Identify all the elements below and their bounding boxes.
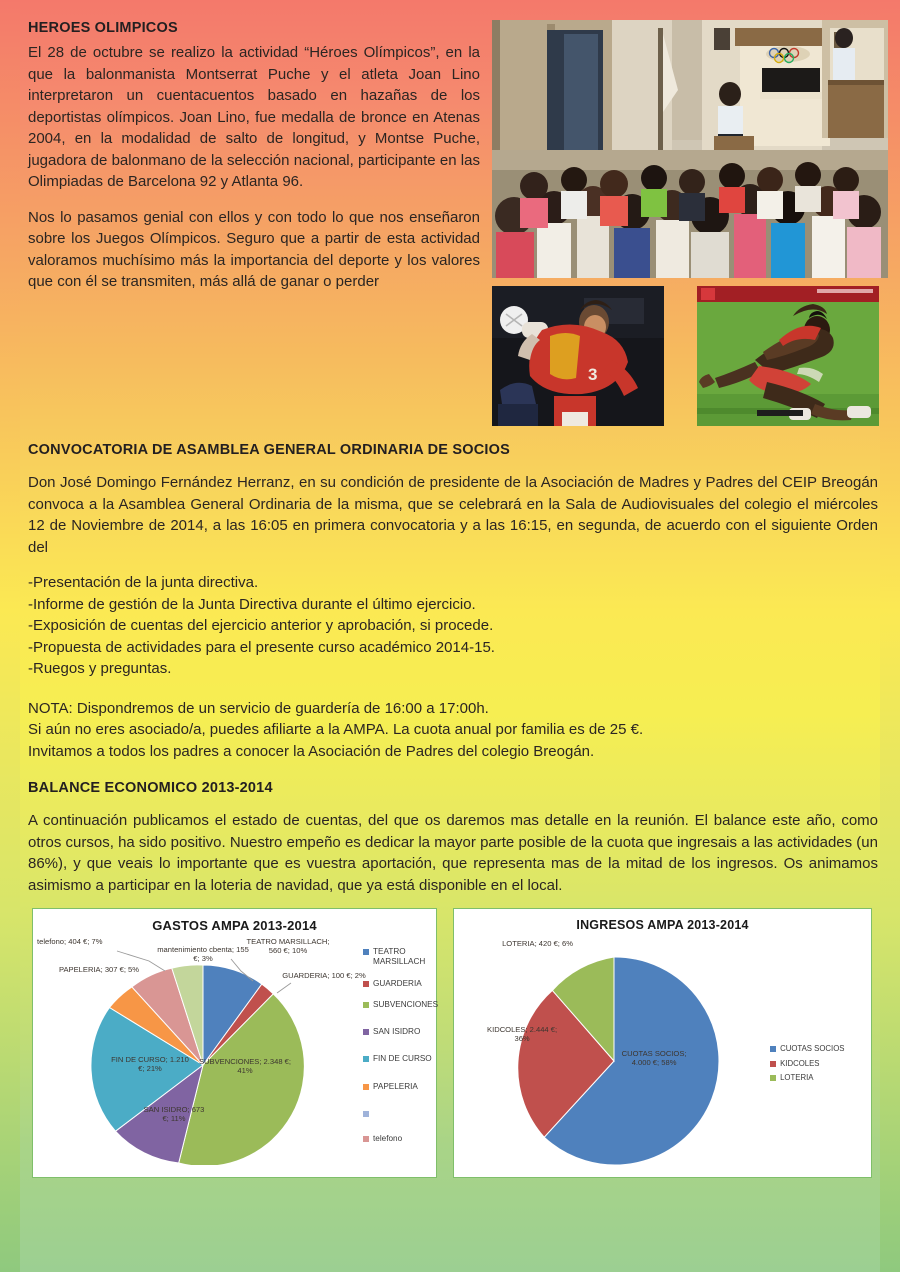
- legend-swatch-fin-de-curso-icon: [363, 1056, 369, 1062]
- legend-item: [770, 1073, 870, 1083]
- legend-swatch-guarderia-icon: [363, 981, 369, 987]
- convocatoria-paragraph: Don José Domingo Fernández Herranz, en su condición de presidente de la Asociación de Madres y Padres del CEIP Breogán convoca a la Asamblea General Ordinaria de la misma, que se celebrará en la Sala de Audiovisuales del colegio el miércoles 12 de Noviembre de 2014, a las 16:05 en primera convocatoria y a las 16:15, en segunda, de acuerdo con el siguiente Orden del: [28, 474, 878, 556]
- legend-item: [770, 1059, 870, 1069]
- svg-text:3: 3: [588, 365, 598, 384]
- slice-label-loteria: LOTERIA; 420 €; 6%: [502, 939, 573, 948]
- chart-ingresos-title: INGRESOS AMPA 2013-2014: [576, 918, 749, 932]
- legend-swatch-telefono-icon: [363, 1136, 369, 1142]
- legend-label: CUOTAS SOCIOS: [780, 1044, 845, 1053]
- convocatoria-section: [28, 442, 878, 762]
- legend-item: [363, 1082, 437, 1092]
- agenda-item: -Ruegos y preguntas.: [28, 660, 172, 677]
- slice-label-telefono: telefono; 404 €; 7%: [37, 937, 103, 946]
- legend-item: [363, 1109, 437, 1117]
- legend-swatch-blank-icon: [363, 1111, 369, 1117]
- photo-balonmano: [492, 286, 664, 426]
- legend-label: FIN DE CURSO: [373, 1054, 432, 1064]
- heroes-paragraph-1: El 28 de octubre se realizo la actividad “Héroes Olímpicos”, en la que la balonmanista Montserrat Puche y el atleta Joan Lino interpretaron un cuentacuentos basado en hazañas de los deportistas olímpicos. Joan Lino, fue medalla de bronce en Atenas 2004, en la modalidad de salto de longitud, y Montse Puche, jugadora de balonmano de la selección nacional, participante en las Olimpiadas de Barcelona 92 y Atlanta 96.: [28, 44, 480, 190]
- legend-item: [363, 1054, 437, 1064]
- legend-label: PAPELERIA: [373, 1081, 418, 1091]
- slice-label-cuotas-socios: CUOTAS SOCIOS; 4.000 €; 58%: [621, 1049, 687, 1068]
- charts-row: [28, 908, 878, 1178]
- slice-label-teatro: TEATRO MARSILLACH; 560 €; 10%: [246, 937, 330, 956]
- legend-swatch-cuotas-socios-icon: [770, 1046, 776, 1052]
- convocatoria-notes: [28, 698, 878, 763]
- legend-label: GUARDERIA: [373, 978, 422, 988]
- heroes-photo-column: [492, 20, 888, 426]
- spacer: [28, 680, 878, 698]
- agenda-item: -Presentación de la junta directiva.: [28, 574, 259, 591]
- legend-swatch-papeleria-icon: [363, 1084, 369, 1090]
- legend-label: SUBVENCIONES: [373, 999, 439, 1009]
- note-line: Invitamos a todos los padres a conocer la Asociación de Padres del colegio Breogán.: [28, 742, 595, 760]
- legend-label: SAN ISIDRO: [373, 1027, 421, 1036]
- chart-gastos-title: GASTOS AMPA 2013-2014: [152, 918, 317, 933]
- convocatoria-heading: CONVOCATORIA DE ASAMBLEA GENERAL ORDINARIA DE SOCIOS: [28, 442, 510, 458]
- chart-ingresos-ampa: [453, 908, 872, 1178]
- legend-item: [363, 1027, 437, 1037]
- legend-item: [770, 1044, 870, 1054]
- agenda-item: -Propuesta de actividades para el presente curso académico 2014-15.: [28, 638, 495, 656]
- secondary-photos-row: [492, 286, 888, 426]
- chart-gastos-legend: [363, 947, 437, 1155]
- photo-atleta: [697, 286, 879, 426]
- legend-item: [363, 1134, 437, 1144]
- legend-item: [363, 947, 437, 968]
- convocatoria-agenda-list: [28, 572, 878, 680]
- balance-paragraph: A continuación publicamos el estado de cuentas, del que os daremos mas detalle en la reunión. El balance este año, como otros cursos, ha sido positivo. Nuestro empeño es dedicar la mayor parte posible de la cuota que ingresais a las actividades (un 86%), y que veais lo importante que es vuestra aportación, que representa mas de la mitad de los ingresos. Os animamos asimismo a participar en la loteria de navidad, que ya está disponible en el local.: [28, 812, 878, 894]
- slice-label-kidcoles: KIDCOLES; 2.444 €; 36%: [487, 1025, 558, 1044]
- balance-heading: BALANCE ECONOMICO 2013-2014: [28, 780, 273, 796]
- slice-label-san-isidro: SAN ISIDRO; 673 €; 11%: [143, 1105, 205, 1124]
- legend-label: TEATRO MARSILLACH: [373, 947, 426, 967]
- heroes-heading: HEROES OLIMPICOS: [28, 20, 178, 36]
- heroes-paragraph-2: Nos lo pasamos genial con ellos y con todo lo que nos enseñaron sobre los Juegos Olímpicos. Seguro que a partir de esta actividad valoramos muchísimo más la importancia del deporte y los valores que con él se transmiten, más allá de ganar o perder: [28, 208, 480, 290]
- legend-item: [363, 1000, 437, 1010]
- legend-swatch-kidcoles-icon: [770, 1061, 776, 1067]
- heroes-section: [28, 20, 878, 426]
- note-line: NOTA: Dispondremos de un servicio de guardería de 16:00 a 17:00h.: [28, 699, 489, 717]
- slice-label-mantenimiento: mantenimiento cbenta; 155 €; 3%: [157, 945, 249, 964]
- agenda-item: -Exposición de cuentas del ejercicio anterior y aprobación, si procede.: [28, 617, 494, 634]
- legend-item: [363, 979, 437, 989]
- legend-swatch-teatro-marsillach-icon: [363, 949, 369, 955]
- slice-label-fin-de-curso: FIN DE CURSO; 1.210 €; 21%: [111, 1055, 189, 1074]
- agenda-item: -Informe de gestión de la Junta Directiva durante el último ejercicio.: [28, 595, 476, 613]
- heroes-text-column: [28, 20, 480, 307]
- slice-label-subvenciones: SUBVENCIONES; 2.348 €; 41%: [198, 1057, 291, 1076]
- legend-swatch-san-isidro-icon: [363, 1029, 369, 1035]
- chart-gastos-ampa: [32, 908, 437, 1178]
- legend-swatch-loteria-icon: [770, 1075, 776, 1081]
- legend-label: LOTERIA: [780, 1073, 814, 1083]
- chart-ingresos-legend: [770, 1044, 870, 1088]
- legend-swatch-subvenciones-icon: [363, 1002, 369, 1008]
- balance-section: [28, 780, 878, 896]
- legend-label: KIDCOLES: [780, 1058, 820, 1068]
- legend-label: telefono: [373, 1133, 403, 1143]
- photo-cuentacuentos: [492, 20, 888, 278]
- note-line: Si aún no eres asociado/a, puedes afiliarte a la AMPA. La cuota anual por familia es de 25 €.: [28, 721, 644, 738]
- slice-label-guarderia: GUARDERIA; 100 €; 2%: [282, 971, 366, 980]
- slice-label-papeleria: PAPELERIA; 307 €; 5%: [58, 965, 140, 974]
